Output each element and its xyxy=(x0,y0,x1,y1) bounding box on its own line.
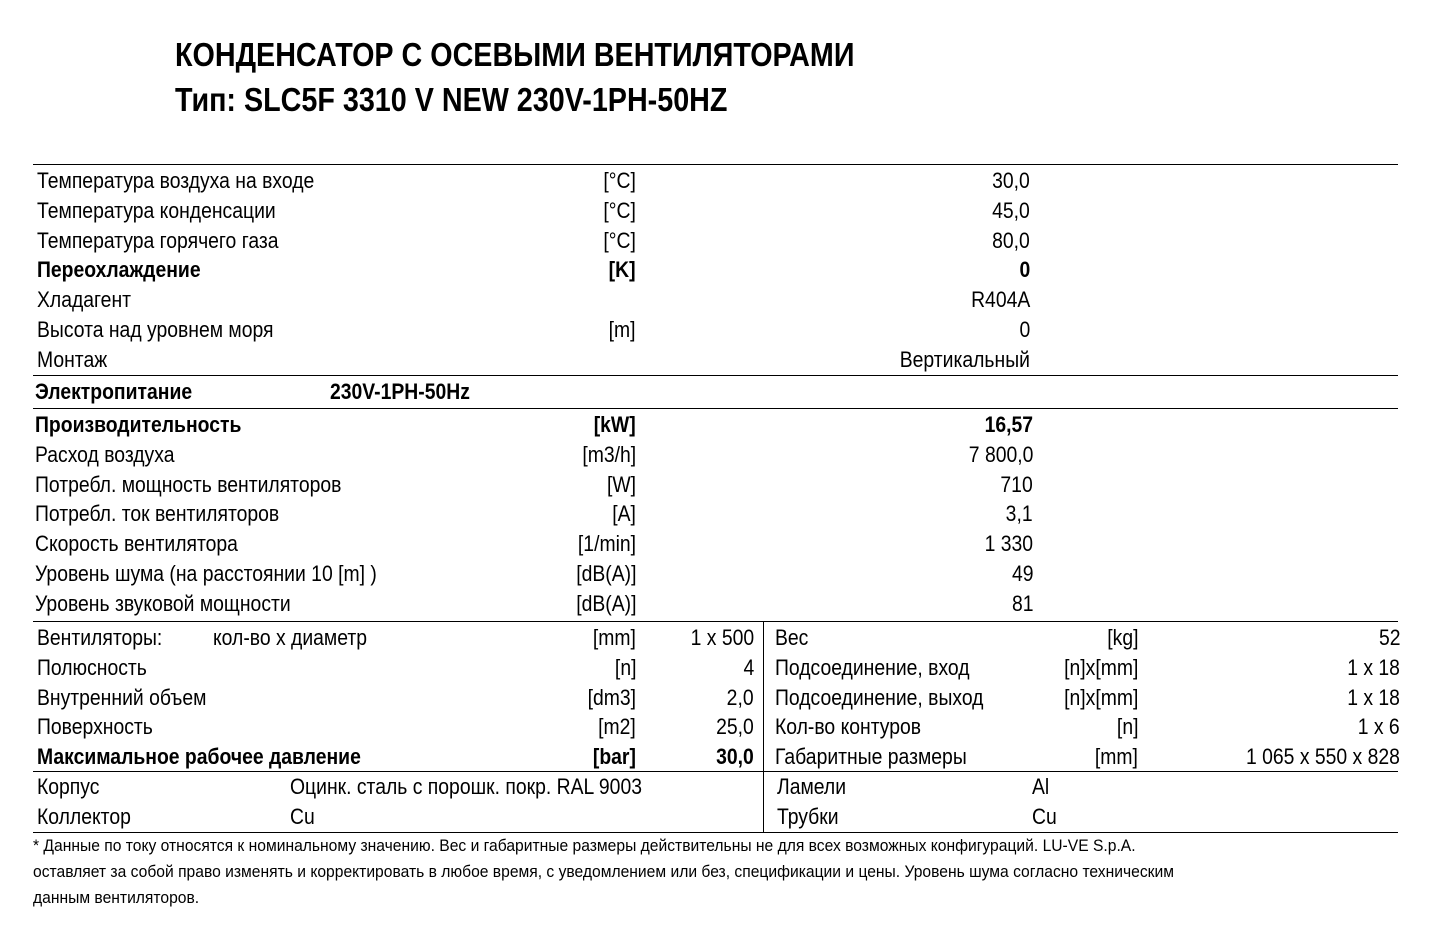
condition-value: 0 xyxy=(1019,257,1030,283)
performance-value: 16,57 xyxy=(984,412,1033,437)
condition-unit: [K] xyxy=(609,257,636,283)
spec-value: 1 x 500 xyxy=(690,625,754,650)
power-supply-value: 230V-1PH-50Hz xyxy=(330,379,470,404)
spec-value: 4 xyxy=(743,654,754,680)
material-label: Корпус xyxy=(37,774,100,799)
spec-value: 25,0 xyxy=(716,714,754,740)
material-value: Al xyxy=(1032,774,1050,799)
spec-label: Подсоединение, выход xyxy=(775,684,984,710)
performance-label: Скорость вентилятора xyxy=(35,531,238,557)
divider-top xyxy=(33,164,1398,165)
document-type: Тип: SLC5F 3310 V NEW 230V-1PH-50HZ xyxy=(175,81,728,118)
footnote-line-1: * Данные по току относятся к номинальному значению. Вес и габаритные размеры действительны не для всех возможных конфигураций. LU-VE S.p.A. xyxy=(33,836,1136,855)
material-label: Трубки xyxy=(777,803,839,829)
spec-label: Габаритные размеры xyxy=(775,744,967,770)
condition-value: 45,0 xyxy=(992,197,1030,223)
condition-unit xyxy=(536,286,636,314)
material-value: Cu xyxy=(290,803,315,829)
document-title: КОНДЕНСАТОР С ОСЕВЫМИ ВЕНТИЛЯТОРАМИ xyxy=(175,36,855,73)
performance-label: Уровень шума (на расстоянии 10 [m] ) xyxy=(35,561,377,586)
divider-specs-top xyxy=(33,621,1398,622)
condition-label: Температура горячего газа xyxy=(37,227,279,253)
spec-unit: [m2] xyxy=(598,714,636,740)
spec-unit: [mm] xyxy=(592,625,636,650)
performance-label: Расход воздуха xyxy=(35,441,175,467)
performance-value: 49 xyxy=(1011,561,1033,586)
divider-footnote-top xyxy=(33,832,1398,833)
spec-label: Внутренний объем xyxy=(37,684,207,710)
spec-unit: [n]x[mm] xyxy=(1063,684,1138,710)
performance-unit: [kW] xyxy=(594,412,636,437)
spec-value: 1 x 18 xyxy=(1347,654,1400,680)
spec-unit: [kg] xyxy=(1106,625,1138,650)
condition-unit xyxy=(536,346,636,374)
footnote-line-3: данным вентиляторов. xyxy=(33,888,200,907)
performance-unit: [A] xyxy=(612,501,636,527)
material-value: Cu xyxy=(1032,803,1057,829)
spec-unit: [n] xyxy=(1116,714,1138,740)
spec-label: Вентиляторы: xyxy=(37,625,163,650)
spec-value: 52 xyxy=(1378,625,1400,650)
condition-label: Переохлаждение xyxy=(37,257,201,283)
condition-value: 0 xyxy=(1019,317,1030,342)
performance-label: Производительность xyxy=(35,412,242,437)
spec-label: Поверхность xyxy=(37,714,153,740)
spec-unit: [mm] xyxy=(1094,744,1138,770)
performance-value: 3,1 xyxy=(1006,501,1033,527)
spec-value: 1 065 x 550 x 828 xyxy=(1246,744,1400,770)
performance-value: 7 800,0 xyxy=(968,441,1033,467)
performance-unit: [dB(A)] xyxy=(575,561,636,586)
performance-value: 81 xyxy=(1011,590,1033,616)
performance-label: Потребл. мощность вентиляторов xyxy=(35,471,342,497)
spec-value: 1 x 6 xyxy=(1358,714,1400,740)
condition-label: Температура воздуха на входе xyxy=(37,168,315,193)
performance-value: 710 xyxy=(1000,471,1033,497)
spec-value: 2,0 xyxy=(727,684,754,710)
spec-label: Максимальное рабочее давление xyxy=(37,744,361,770)
performance-value: 1 330 xyxy=(984,531,1033,557)
spec-unit: [bar] xyxy=(592,744,636,770)
condition-value: 80,0 xyxy=(992,227,1030,253)
performance-label: Уровень звуковой мощности xyxy=(35,590,291,616)
condition-unit: [°C] xyxy=(603,197,636,223)
divider-power-top xyxy=(33,375,1398,376)
material-label: Коллектор xyxy=(37,803,131,829)
condition-label: Хладагент xyxy=(37,287,132,313)
spec-sublabel: кол-во x диаметр xyxy=(213,625,367,650)
condition-value: Вертикальный xyxy=(899,346,1030,372)
performance-unit: [m3/h] xyxy=(582,441,636,467)
divider-specs-middle xyxy=(763,621,764,832)
material-value: Оцинк. сталь с порошк. покр. RAL 9003 xyxy=(290,774,642,799)
spec-label: Подсоединение, вход xyxy=(775,654,970,680)
performance-unit: [1/min] xyxy=(577,531,636,557)
performance-unit: [W] xyxy=(606,471,636,497)
condition-unit: [°C] xyxy=(603,168,636,193)
performance-unit: [dB(A)] xyxy=(575,590,636,616)
spec-label: Вес xyxy=(775,625,809,650)
footnote-line-2: оставляет за собой право изменять и корректировать в любое время, с уведомлением или без, спецификации и цены. Уровень шума согласно техническим xyxy=(33,862,1174,881)
condition-label: Температура конденсации xyxy=(37,197,276,223)
power-supply-label: Электропитание xyxy=(35,379,193,404)
condition-value: R404A xyxy=(970,287,1030,313)
spec-value: 30,0 xyxy=(716,744,754,770)
condition-unit: [°C] xyxy=(603,227,636,253)
spec-unit: [n]x[mm] xyxy=(1063,654,1138,680)
spec-label: Полюсность xyxy=(37,654,147,680)
divider-power-bottom xyxy=(33,408,1398,409)
spec-label: Кол-во контуров xyxy=(775,714,922,740)
spec-value: 1 x 18 xyxy=(1347,684,1400,710)
material-label: Ламели xyxy=(777,774,847,799)
spec-unit: [n] xyxy=(614,654,636,680)
condition-unit: [m] xyxy=(609,317,636,342)
performance-label: Потребл. ток вентиляторов xyxy=(35,501,280,527)
condition-label: Высота над уровнем моря xyxy=(37,317,274,342)
condition-value: 30,0 xyxy=(992,168,1030,193)
condition-label: Монтаж xyxy=(37,346,108,372)
spec-unit: [dm3] xyxy=(587,684,636,710)
